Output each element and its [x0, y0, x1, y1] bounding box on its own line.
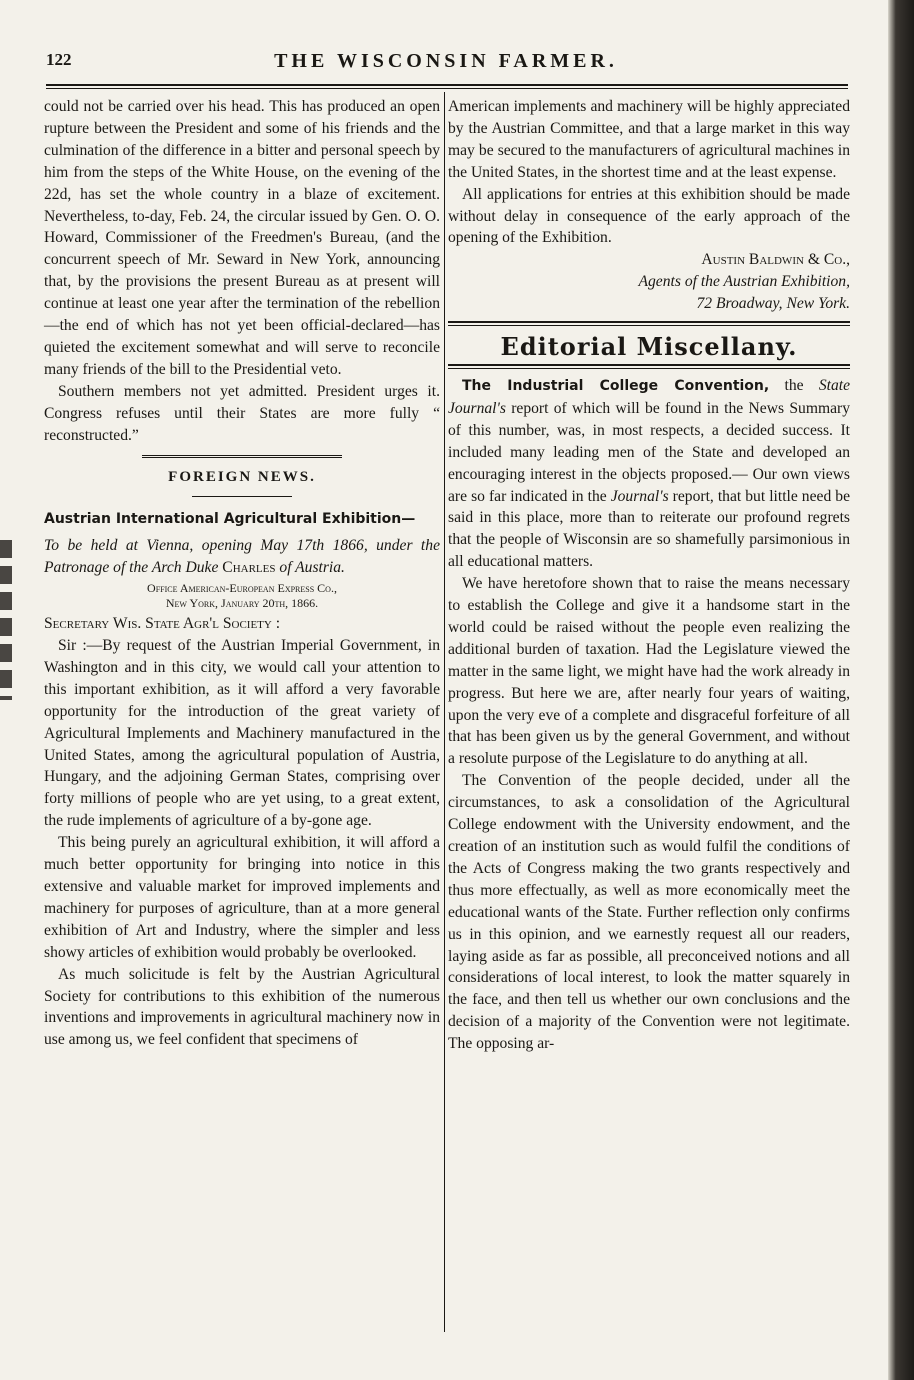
page-edge-shadow	[888, 0, 914, 1380]
paragraph: Sir :—By request of the Austrian Imperial Government, in Washington and in this city, we would call your attention to this important exhibition, as it will afford a very favorable opportunity for the introduction of the great variety of Agricultural Implements and Machinery manufactured in the United States, among the agricultural population of Austria, Hungary, and the adjoining German States, comprising over forty millions of people who are yet using, to a great extent, the rude implements of agriculture of a by-gone age.	[44, 637, 440, 830]
page-header	[46, 50, 846, 80]
article-subtitle: To be held at Vienna, opening May 17th 1866, under the Patronage of the Arch Duke Charles of Austria.	[44, 537, 440, 577]
section-title: Editorial Miscellany.	[500, 332, 798, 362]
article-title: Austrian International Agricultural Exhibition—	[44, 511, 416, 528]
paragraph: American implements and machinery will be highly appreciated by the Austrian Committee, and that a large market in this way may be secured to the manufacturers of agricultural machines in the United States, in the shortest time and at the least expense.	[448, 98, 850, 181]
section-rule	[448, 321, 850, 326]
paragraph: Southern members not yet admitted. President urges it. Congress refuses until their States are more fully “ reconstructed.”	[44, 382, 440, 444]
paragraph: We have heretofore shown that to raise the means necessary to establish the College and give it a handsome start in the world could be raised without the people even realizing the additional burden of taxation. Had the Legislature viewed the matter in the same light, we might have had the work already in progress. But here we are, after nearly four years of waiting, upon the very eve of a complete and disgraceful forfeiture of all that has been given us by the general Government, and without a resolute purpose of the Legislature to do anything at all.	[448, 575, 850, 768]
header-rule	[46, 84, 848, 89]
right-column	[448, 96, 850, 1055]
signature-line: Agents of the Austrian Exhibition,	[638, 273, 850, 291]
paragraph: As much solicitude is felt by the Austrian Agricultural Society for contributions to this exhibition of the numerous inventions and improvements in agricultural machinery now in use among us, we feel confident that specimens of	[44, 965, 440, 1049]
paragraph: The Convention of the people decided, under all the circumstances, to ask a consolidation of the Agricultural College endowment with the University endowment, and the creation of an institution such as would fulfil the conditions of the Acts of Congress making the two grants respectively and thus more effectually, as well as more economically meet the educational wants of the State. Further reflection only confirms us in this opinion, and we earnestly request all our readers, laying aside as far as possible, all preconceived notions and all considerations of local interest, to look the matter squarely in the face, and then tell us whether our own conclusions and the decision of a majority of the Convention were not legitimate. The opposing ar-	[448, 772, 850, 1053]
signature-line: 72 Broadway, New York.	[696, 295, 850, 313]
paragraph: All applications for entries at this exhibition should be made without delay in consequence of the early approach of the opening of the Exhibition.	[448, 185, 850, 247]
section-title: FOREIGN NEWS.	[168, 468, 316, 485]
paragraph: This being purely an agricultural exhibition, it will afford a much better opportunity for bringing into notice in this extensive and valuable market for improved implements and machinery for purposes of agriculture, than at a more general exhibition of Art and Industry, where the simpler and less showy articles of exhibition would probably be overlooked.	[44, 834, 440, 961]
page-number: 122	[46, 50, 72, 69]
section-rule	[142, 455, 342, 461]
left-column	[44, 96, 440, 1051]
paper-title: THE WISCONSIN FARMER.	[274, 50, 618, 72]
signature: Austin Baldwin & Co.,	[701, 251, 850, 269]
section-rule	[192, 496, 292, 497]
salutation: Secretary Wis. State Agr'l Society :	[44, 615, 281, 633]
section-rule	[448, 364, 850, 369]
library-stamp-mark	[0, 540, 12, 700]
office-dateline: Office American-European Express Co., New York, January 20th, 1866.	[147, 581, 337, 611]
lead-paragraph: The Industrial College Convention, the State Journal's report of which will be found in the News Summary of this number, was, in most respects, a decided success. It included many leading men of the State and developed an encouraging interest in the objects proposed.— Our own views are so far indicated in the Journal's report, that but little need be said in this place, more than to reiterate our profound regrets that the people of Wisconsin are so shamefully parsimonious in all educational matters.	[448, 376, 850, 571]
column-divider	[444, 92, 445, 1332]
paragraph: could not be carried over his head. This has produced an open rupture between the President and some of his friends and the culmination of the difference in a bitter and personal speech by him from the steps of the White House, on the evening of the 22d, has set the whole country in a blaze of excitement. Nevertheless, to-day, Feb. 24, the circular issued by Gen. O. O. Howard, Commissioner of the Freedmen's Bureau, (and the concurrent speech of Mr. Seward in New York, announcing that, by the provisions the present Bureau as at present will continue at least one year after the termination of the rebellion—the end of which has not yet been official-declared—has quieted the excitement somewhat and will serve to reconcile many friends of the bill to the Presidential veto.	[44, 98, 440, 378]
